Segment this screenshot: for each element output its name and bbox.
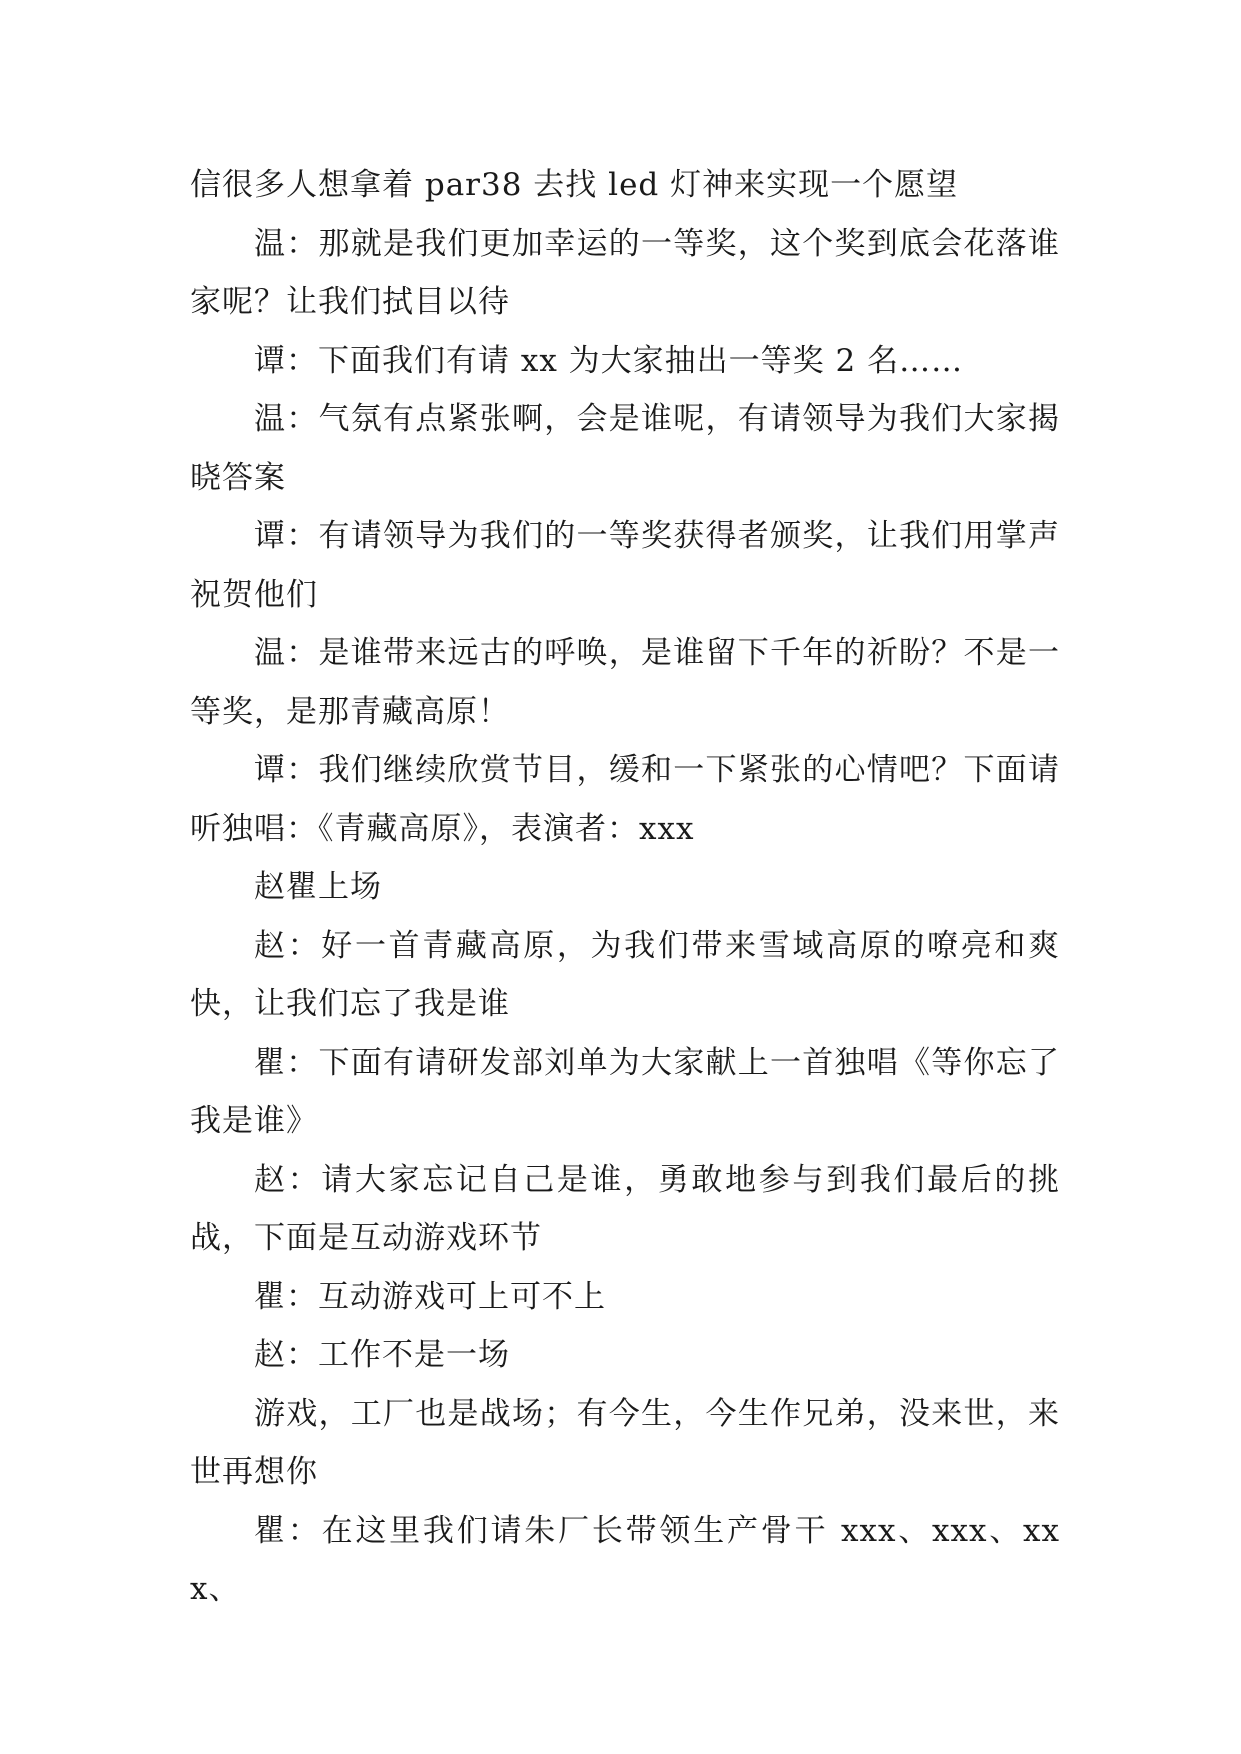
paragraph: 瞿：下面有请研发部刘单为大家献上一首独唱《等你忘了我是谁》 [190,1044,1060,1139]
paragraph: 瞿：互动游戏可上可不上 [254,1278,606,1315]
paragraph: 温：气氛有点紧张啊，会是谁呢，有请领导为我们大家揭晓答案 [190,401,1060,496]
paragraph: 瞿：在这里我们请朱厂长带领生产骨干 xxx、xxx、xxx、 [190,1512,1060,1607]
paragraph: 谭：我们继续欣赏节目，缓和一下紧张的心情吧？下面请听独唱：《青藏高原》，表演者：xxx [190,752,1060,847]
paragraph: 信很多人想拿着 par38 去找 led 灯神来实现一个愿望 [190,167,959,203]
paragraph: 温：那就是我们更加幸运的一等奖，这个奖到底会花落谁家呢？让我们拭目以待 [190,225,1060,320]
paragraph: 赵：请大家忘记自己是谁，勇敢地参与到我们最后的挑战，下面是互动游戏环节 [190,1161,1060,1256]
paragraph: 谭：下面我们有请 xx 为大家抽出一等奖 2 名…… [254,342,964,379]
paragraph: 赵瞿上场 [254,869,382,905]
document-body [190,156,1060,1619]
paragraph: 温：是谁带来远古的呼唤，是谁留下千年的祈盼？不是一等奖，是那青藏高原！ [190,635,1060,730]
paragraph: 赵：好一首青藏高原，为我们带来雪域高原的嘹亮和爽快，让我们忘了我是谁 [190,927,1060,1022]
paragraph: 游戏，工厂也是战场；有今生，今生作兄弟，没来世，来世再想你 [190,1395,1060,1490]
paragraph: 谭：有请领导为我们的一等奖获得者颁奖，让我们用掌声祝贺他们 [190,518,1060,613]
paragraph: 赵：工作不是一场 [254,1337,510,1373]
